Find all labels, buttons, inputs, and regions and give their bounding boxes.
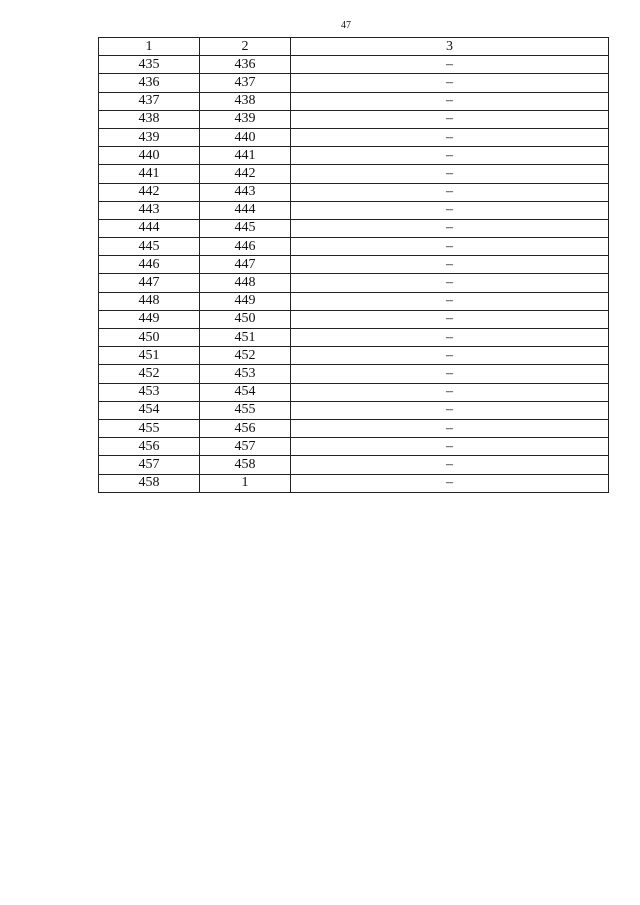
table-cell-col1: 438 (99, 110, 200, 128)
table-row (99, 256, 609, 274)
table-row (99, 329, 609, 347)
table-cell-col2: 456 (200, 419, 291, 437)
table-cell-col1: 457 (99, 456, 200, 474)
table-cell-col3: – (291, 92, 609, 110)
table-cell-col2: 455 (200, 401, 291, 419)
table-row (99, 92, 609, 110)
table-cell-col3: – (291, 74, 609, 92)
table-cell-col3: – (291, 347, 609, 365)
table-cell-col1: 447 (99, 274, 200, 292)
table-cell-col2: 452 (200, 347, 291, 365)
header-cell-2: 2 (200, 38, 291, 56)
data-table (98, 37, 609, 493)
table-cell-col1: 444 (99, 219, 200, 237)
table-row (99, 310, 609, 328)
table-cell-col2: 454 (200, 383, 291, 401)
table-row (99, 238, 609, 256)
table-cell-col3: – (291, 401, 609, 419)
table-row (99, 365, 609, 383)
table-cell-col1: 455 (99, 419, 200, 437)
table-row (99, 165, 609, 183)
table-row (99, 292, 609, 310)
table-cell-col1: 451 (99, 347, 200, 365)
table-cell-col2: 437 (200, 74, 291, 92)
table-cell-col3: – (291, 292, 609, 310)
table-cell-col2: 444 (200, 201, 291, 219)
table-cell-col3: – (291, 147, 609, 165)
table-cell-col3: – (291, 165, 609, 183)
table-cell-col3: – (291, 56, 609, 74)
table-cell-col2: 449 (200, 292, 291, 310)
table-cell-col2: 438 (200, 92, 291, 110)
table-cell-col3: – (291, 383, 609, 401)
table-cell-col3: – (291, 110, 609, 128)
table-row (99, 474, 609, 492)
table-cell-col2: 1 (200, 474, 291, 492)
table-cell-col3: – (291, 456, 609, 474)
table-row (99, 183, 609, 201)
table-cell-col2: 446 (200, 238, 291, 256)
table-cell-col3: – (291, 238, 609, 256)
table-row (99, 110, 609, 128)
table-cell-col1: 445 (99, 238, 200, 256)
table-cell-col2: 439 (200, 110, 291, 128)
table-row (99, 347, 609, 365)
table-cell-col3: – (291, 183, 609, 201)
table-cell-col2: 447 (200, 256, 291, 274)
table-cell-col3: – (291, 128, 609, 146)
table-cell-col1: 458 (99, 474, 200, 492)
header-cell-1: 1 (99, 38, 200, 56)
table-row (99, 201, 609, 219)
table-cell-col2: 440 (200, 128, 291, 146)
table-cell-col3: – (291, 256, 609, 274)
table-row (99, 219, 609, 237)
table-header (99, 38, 609, 56)
table-cell-col2: 451 (200, 329, 291, 347)
table-cell-col2: 448 (200, 274, 291, 292)
table-cell-col3: – (291, 419, 609, 437)
table-cell-col3: – (291, 219, 609, 237)
header-row (99, 38, 609, 56)
table-cell-col3: – (291, 274, 609, 292)
table-row (99, 401, 609, 419)
table-cell-col1: 453 (99, 383, 200, 401)
table-cell-col1: 435 (99, 56, 200, 74)
table-cell-col3: – (291, 438, 609, 456)
table-row (99, 147, 609, 165)
table-cell-col1: 449 (99, 310, 200, 328)
table-cell-col3: – (291, 201, 609, 219)
table-cell-col2: 442 (200, 165, 291, 183)
table-cell-col2: 450 (200, 310, 291, 328)
table-row (99, 274, 609, 292)
table-row (99, 419, 609, 437)
table-cell-col3: – (291, 474, 609, 492)
table-cell-col2: 445 (200, 219, 291, 237)
table-cell-col1: 443 (99, 201, 200, 219)
page-number: 47 (341, 20, 351, 31)
table-cell-col1: 441 (99, 165, 200, 183)
table-row (99, 438, 609, 456)
table-cell-col2: 458 (200, 456, 291, 474)
table-cell-col1: 442 (99, 183, 200, 201)
header-cell-3: 3 (291, 38, 609, 56)
table-cell-col2: 453 (200, 365, 291, 383)
table-row (99, 383, 609, 401)
table-cell-col2: 443 (200, 183, 291, 201)
table-cell-col2: 436 (200, 56, 291, 74)
table-cell-col1: 456 (99, 438, 200, 456)
table-cell-col1: 452 (99, 365, 200, 383)
table-cell-col1: 436 (99, 74, 200, 92)
table-cell-col1: 448 (99, 292, 200, 310)
table-cell-col1: 439 (99, 128, 200, 146)
table-cell-col1: 454 (99, 401, 200, 419)
table-row (99, 456, 609, 474)
table-row (99, 74, 609, 92)
table-cell-col1: 446 (99, 256, 200, 274)
table-cell-col2: 441 (200, 147, 291, 165)
table-row (99, 56, 609, 74)
table-cell-col3: – (291, 329, 609, 347)
table-cell-col3: – (291, 310, 609, 328)
table-cell-col2: 457 (200, 438, 291, 456)
table-body (99, 56, 609, 493)
table-cell-col3: – (291, 365, 609, 383)
table-row (99, 128, 609, 146)
table-cell-col1: 440 (99, 147, 200, 165)
table-cell-col1: 437 (99, 92, 200, 110)
table-cell-col1: 450 (99, 329, 200, 347)
